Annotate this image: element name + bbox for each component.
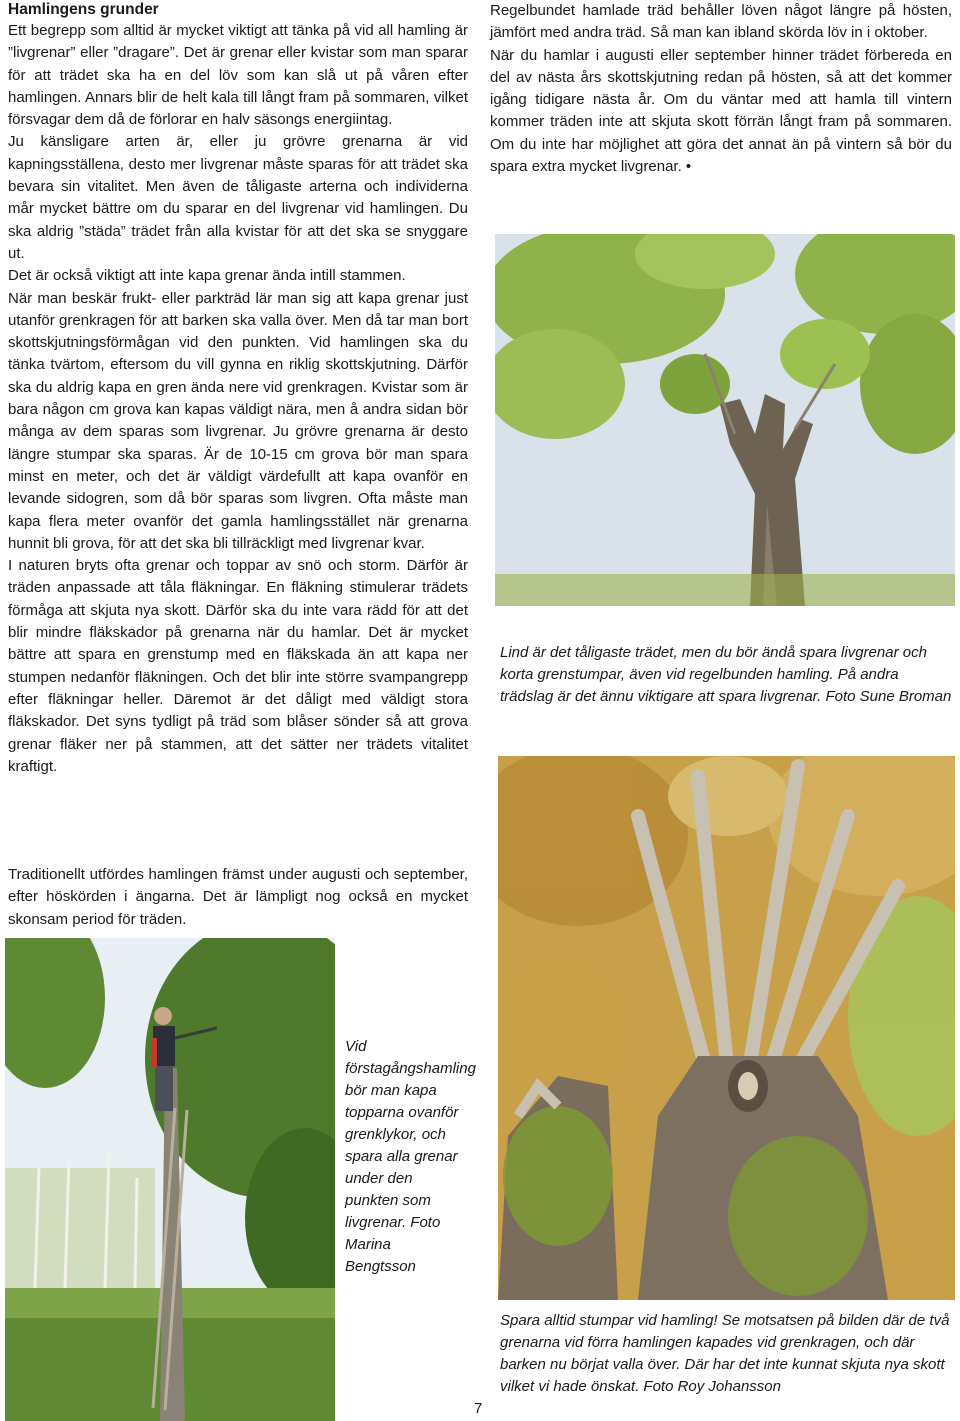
paragraph-grenkragen: När man beskär frukt- eller parkträd lär man sig att kapa grenar just utanför grenkragen för att barken ska valla över. Men då tar man bort skottskjutningsförmågan vid den punkten. Vid hamlingen ska du tänka tvärtom, eftersom du vill gynna en riklig skottskjutning. Därför ska du aldrig kapa en gren ända nere vid grenkragen. Kvistar som är bara någon cm grova kan kapas väldigt nära, men å andra sidan bör många av dem sparas som livgrenar. Ju grövre grenarna är desto längre stumpar ska sparas. Är de 10-15 cm grova bör man spara minst en meter, och det är väldigt värdefullt att kapa ovanför en levande sidogren, som då bör sparas som livgren. Ofta måste man kapa flera meter ovanför det gamla hamlingsstället när grenarna hunnit bli grova, för att det ska bli tillräckligt med livgrenar kvar. [8,289,468,552]
paragraph-augusti: När du hamlar i augusti eller september hinner trädet förbereda en del av nästa års skottskjutning redan på hösten, så att det kommer igång tidigare nästa år. Om du väntar med att hamla till vintern kommer träden inte att skjuta skott förrän långt fram på sommaren. Om du inte har möjlighet att göra det annat än på vintern så bör du spara extra mycket livgrenar. • [490,46,952,176]
paragraph-traditionellt: Traditionellt utfördes hamlingen främst under augusti och september, efter höskörden i ängarna. Det är lämpligt nog också en mycket skonsam period för träden. [8,866,468,928]
paragraph-livgrenar: Ett begrepp som alltid är mycket viktigt att tänka på vid all hamling är ”livgrenar” eller ”dragare”. Det är grenar eller kvistar som man sparar för att trädet ska ha en del löv som kan slå ut på våren efter hamlingen. Annars blir de helt kala till långt fram på sommaren, vilket försvagar dem då de förlorar en halv säsongs energiintag. [8,22,468,129]
linden-tree-photo [495,234,955,606]
stumps-tree-photo [498,756,955,1300]
page-number: 7 [474,1400,483,1417]
paragraph-kansligare: Ju känsligare arten är, eller ju grövre grenarna är vid kapningsställena, desto mer livgrenar måste sparas för att trädet ska bevara sin vitalitet. Men även de tåligaste arterna och individerna mår mycket bättre om du sparar en del livgrenar vid hamlingen. Du ska aldrig ”städa” trädet från alla kvistar för att det ska se snyggare ut. [8,133,468,262]
caption-stumps: Spara alltid stumpar vid hamling! Se motsatsen på bilden där de två grenarna vid förra hamlingen kapades vid grenkragen, och där barken nu börjat valla över. Där har det inte kunnat skjuta nya skott vilket vi hade önskat. Foto Roy Johansson [500,1312,950,1395]
caption-first-time: Vid förstagångshamling bör man kapa topparna ovanför grenklykor, och spara alla grenar under den punkten som livgrenar. Foto Marina Bengtsson [345,1038,476,1275]
paragraph-regelbundet: Regelbundet hamlade träd behåller löven något längre på hösten, jämfört med andra träd. Så man kan ibland skörda löv in i oktober. [490,2,952,42]
caption-linden: Lind är det tåligaste trädet, men du bör ändå spara livgrenar och korta grenstumpar, även vid regelbunden hamling. På andra trädslag är det ännu viktigare att spara livgrenar. Foto Sune Broman [500,644,952,705]
paragraph-stammen: Det är också viktigt att inte kapa grenar ända intill stammen. [8,267,406,285]
hamling-worker-photo [5,938,335,1421]
right-column [490,0,952,178]
article-heading: Hamlingens grunder [8,1,159,18]
left-column [8,0,468,778]
paragraph-flakningar: I naturen bryts ofta grenar och toppar av snö och storm. Därför är träden anpassade att tåla fläkningar. En fläkning stimulerar trädets förmåga att skjuta nya skott. Därför ska du inte vara rädd för att det blir mindre fläkskador på grenarna när du hamlar. Det är mycket bättre att spara en grenstump med en fläkskada än att kapa ner stumpen nedanför fläkningen. Och det blir inte större svampangrepp efter fläkningar heller. Däremot är det dåligt med väldigt stora fläkskador. Det syns tydligt på träd som blåser sönder så att grova grenar fläker ner på stammen, att det sätter ner trädets vitalitet kraftigt. [8,557,468,775]
